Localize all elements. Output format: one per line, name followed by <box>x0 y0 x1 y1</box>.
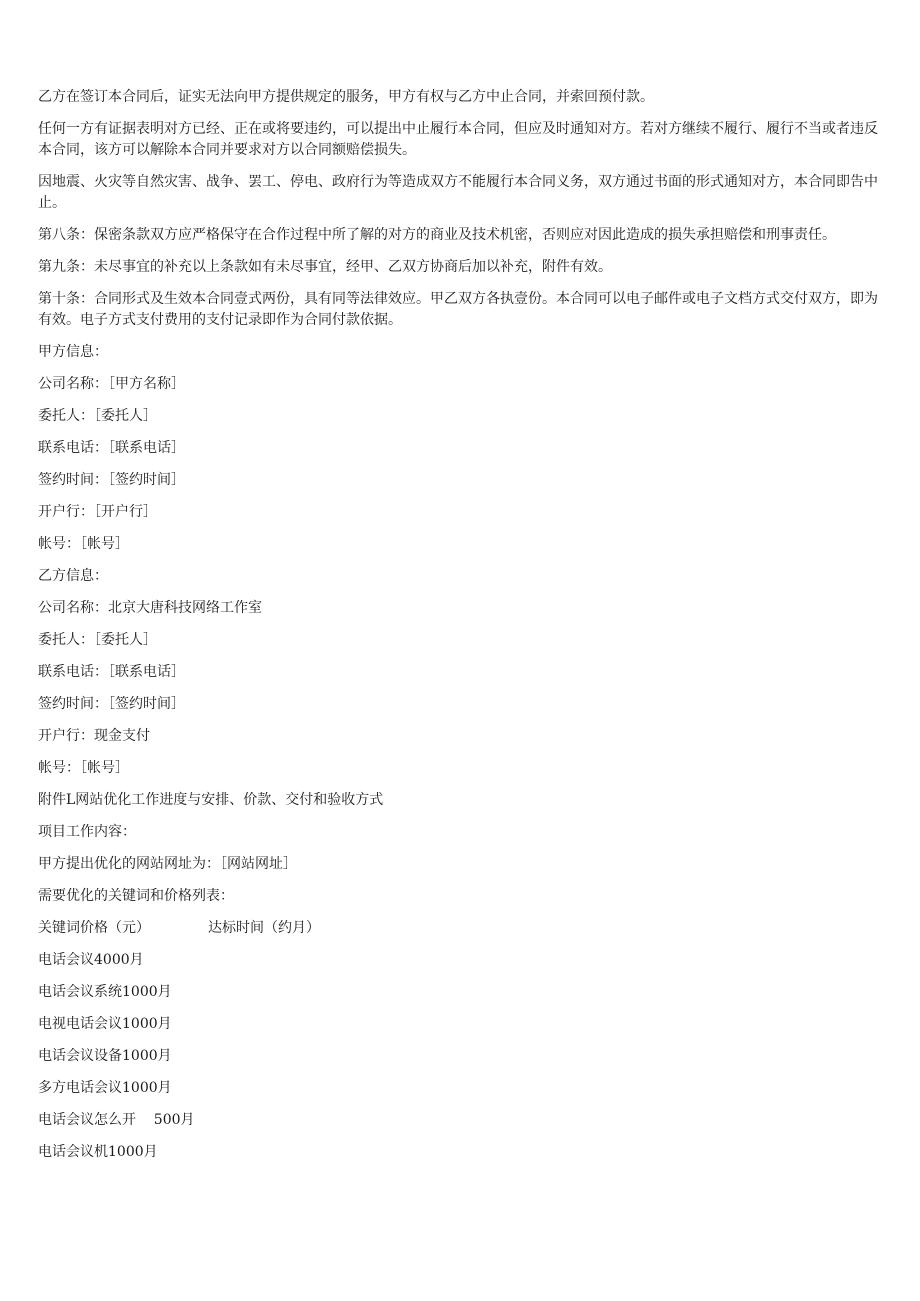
party-b-heading: 乙方信息： <box>38 568 108 584</box>
keyword-row: 电视电话会议1000月 <box>38 1016 172 1032</box>
party-a-heading: 甲方信息： <box>38 344 108 360</box>
keyword-row: 多方电话会议1000月 <box>38 1080 172 1096</box>
clause-termination: 乙方在签订本合同后，证实无法向甲方提供规定的服务，甲方有权与乙方中止合同，并索回预付款。 <box>38 89 654 105</box>
appendix-list-intro: 需要优化的关键词和价格列表： <box>38 888 234 904</box>
keyword-row: 电话会议设备1000月 <box>38 1048 172 1064</box>
keyword-table-header <box>38 918 878 939</box>
party-a-account: 帐号：［帐号］ <box>38 536 129 552</box>
appendix-work-content: 项目工作内容： <box>38 824 136 840</box>
party-a-bank: 开户行：［开户行］ <box>38 504 157 520</box>
party-b-company: 公司名称：北京大唐科技网络工作室 <box>38 600 262 616</box>
header-duration: 达标时间（约月） <box>208 920 320 936</box>
keyword-row: 电话会议4000月 <box>38 952 144 968</box>
keyword-row: 电话会议怎么开 500月 <box>38 1112 195 1128</box>
party-b-agent: 委托人：［委托人］ <box>38 632 157 648</box>
appendix-site-url: 甲方提出优化的网站网址为：［网站网址］ <box>38 856 297 872</box>
keyword-row: 电话会议系统1000月 <box>38 984 172 1000</box>
party-b-bank: 开户行：现金支付 <box>38 728 150 744</box>
header-price: 关键词价格（元） <box>38 920 150 936</box>
party-b-phone: 联系电话：［联系电话］ <box>38 664 185 680</box>
party-a-phone: 联系电话：［联系电话］ <box>38 440 185 456</box>
clause-effectiveness: 第十条：合同形式及生效本合同壹式两份，具有同等法律效应。甲乙双方各执壹份。本合同可以电子邮件或电子文档方式交付双方，即为有效。电子方式支付费用的支付记录即作为合同付款依据。 <box>38 291 878 328</box>
clause-supplement: 第九条：未尽事宜的补充以上条款如有未尽事宜，经甲、乙双方协商后加以补充，附件有效。 <box>38 259 612 275</box>
party-b-account: 帐号：［帐号］ <box>38 760 129 776</box>
clause-breach: 任何一方有证据表明对方已经、正在或将要违约，可以提出中止履行本合同，但应及时通知对方。若对方继续不履行、履行不当或者违反本合同，该方可以解除本合同并要求对方以合同额赔偿损失。 <box>38 121 878 158</box>
contract-page <box>38 87 878 1174</box>
party-a-company: 公司名称：［甲方名称］ <box>38 376 185 392</box>
appendix-title: 附件L网站优化工作进度与安排、价款、交付和验收方式 <box>38 792 384 808</box>
party-a-agent: 委托人：［委托人］ <box>38 408 157 424</box>
clause-confidentiality: 第八条：保密条款双方应严格保守在合作过程中所了解的对方的商业及技术机密，否则应对因此造成的损失承担赔偿和刑事责任。 <box>38 227 836 243</box>
party-b-sign-time: 签约时间：［签约时间］ <box>38 696 185 712</box>
keyword-row: 电话会议机1000月 <box>38 1144 158 1160</box>
clause-force-majeure: 因地震、火灾等自然灾害、战争、罢工、停电、政府行为等造成双方不能履行本合同义务，双方通过书面的形式通知对方，本合同即告中止。 <box>38 174 878 211</box>
party-a-sign-time: 签约时间：［签约时间］ <box>38 472 185 488</box>
